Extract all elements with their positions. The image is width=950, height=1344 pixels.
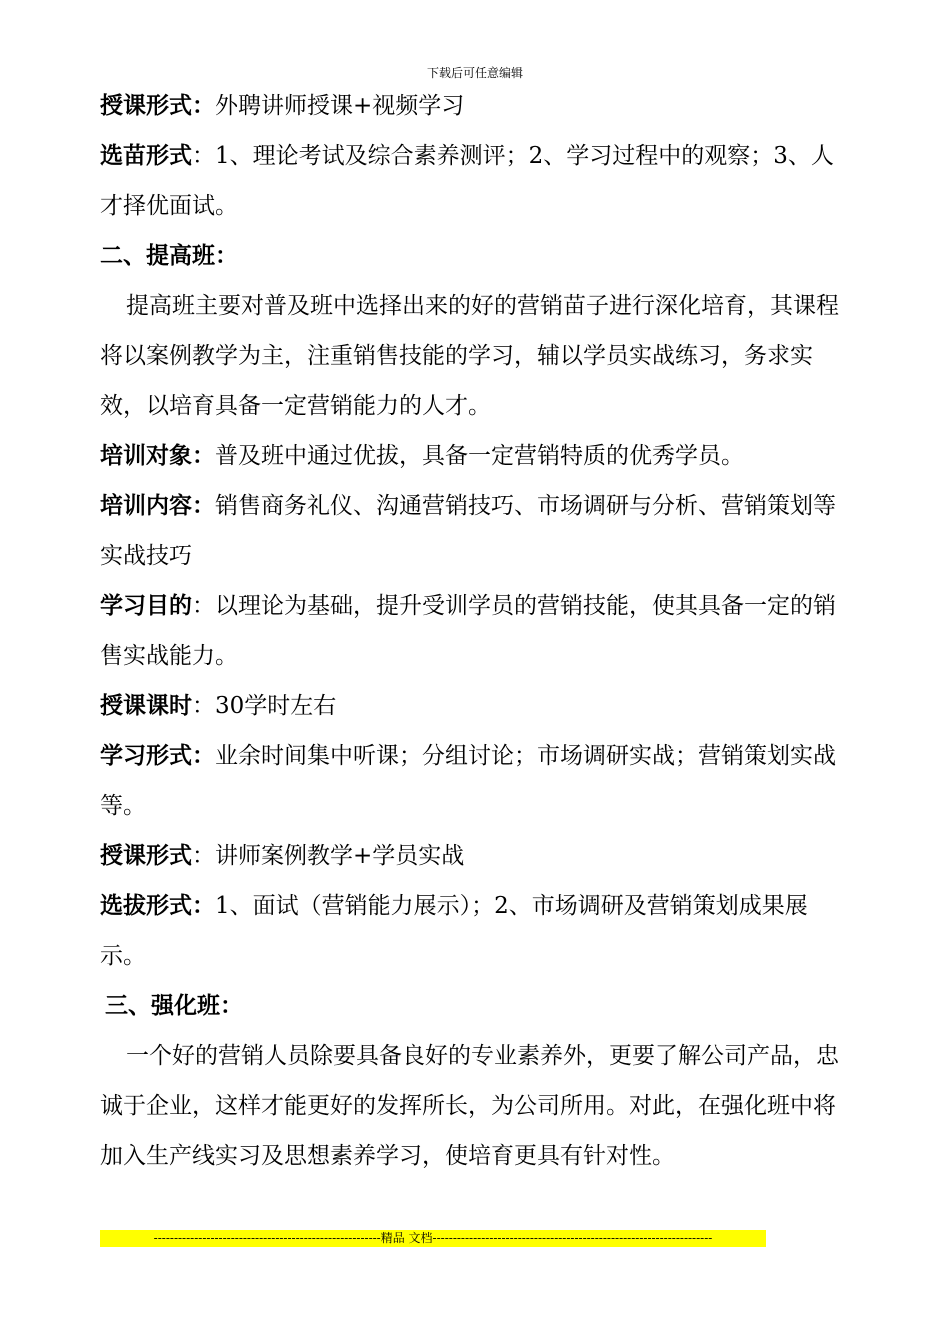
- class-hours-paragraph: [100, 681, 852, 731]
- section-heading-advanced-label: 二、提高班：: [100, 242, 238, 269]
- intensive-intro-text: 一个好的营销人员除要具备良好的专业素养外，更要了解公司产品，忠诚于企业，这样才能更好的发挥所长，为公司所用。对此，在强化班中将加入生产线实习及思想素养学习，使培育更具有针对性。: [100, 1043, 839, 1169]
- teaching-format-advanced-text: ：讲师案例教学+学员实战: [192, 843, 465, 869]
- teaching-format-advanced-label: 授课形式: [100, 842, 192, 869]
- teaching-format-advanced-paragraph: [100, 831, 852, 881]
- class-hours-text: ：30学时左右: [192, 693, 337, 719]
- learning-goal-text: ：以理论为基础，提升受训学员的营销技能，使其具备一定的销售实战能力。: [100, 593, 836, 669]
- training-content-paragraph: [100, 481, 852, 581]
- advanced-intro-text: 提高班主要对普及班中选择出来的好的营销苗子进行深化培育，其课程将以案例教学为主，注重销售技能的学习，辅以学员实战练习，务求实效，以培育具备一定营销能力的人才。: [100, 293, 839, 419]
- training-content-label: 培训内容：: [100, 492, 215, 519]
- selection-format-label: 选苗形式: [100, 142, 192, 169]
- learning-format-text: 业余时间集中听课；分组讨论；市场调研实战；营销策划实战等。: [100, 743, 836, 819]
- training-content-text: 销售商务礼仪、沟通营销技巧、市场调研与分析、营销策划等实战技巧: [100, 493, 836, 569]
- training-target-label: 培训对象：: [100, 442, 215, 469]
- learning-goal-paragraph: [100, 581, 852, 681]
- learning-format-paragraph: [100, 731, 852, 831]
- promotion-format-paragraph: [100, 881, 852, 981]
- intensive-intro-paragraph: [100, 1031, 852, 1181]
- promotion-format-text: 1、面试（营销能力展示）；2、市场调研及营销策划成果展示。: [100, 893, 808, 969]
- learning-format-label: 学习形式：: [100, 742, 215, 769]
- document-body: [100, 81, 852, 1181]
- teaching-format-paragraph: [100, 81, 852, 131]
- promotion-format-label: 选拔形式：: [100, 892, 215, 919]
- training-target-text: 普及班中通过优拔，具备一定营销特质的优秀学员。: [215, 443, 744, 469]
- selection-format-paragraph: [100, 131, 852, 231]
- teaching-format-text: 外聘讲师授课+视频学习: [215, 93, 465, 119]
- advanced-intro-paragraph: [100, 281, 852, 431]
- section-heading-intensive: [100, 981, 852, 1031]
- section-heading-intensive-label: 三、强化班：: [105, 992, 243, 1019]
- learning-goal-label: 学习目的: [100, 592, 192, 619]
- page-footer: --------------------------------------------------------精品 文档---------------------------------------------------------------------: [100, 1230, 766, 1247]
- training-target-paragraph: [100, 431, 852, 481]
- class-hours-label: 授课课时: [100, 692, 192, 719]
- section-heading-advanced: [100, 231, 852, 281]
- teaching-format-label: 授课形式：: [100, 92, 215, 119]
- selection-format-text: ：1、理论考试及综合素养测评；2、学习过程中的观察；3、人才择优面试。: [100, 143, 834, 219]
- page-header: 下载后可任意编辑: [426, 66, 523, 80]
